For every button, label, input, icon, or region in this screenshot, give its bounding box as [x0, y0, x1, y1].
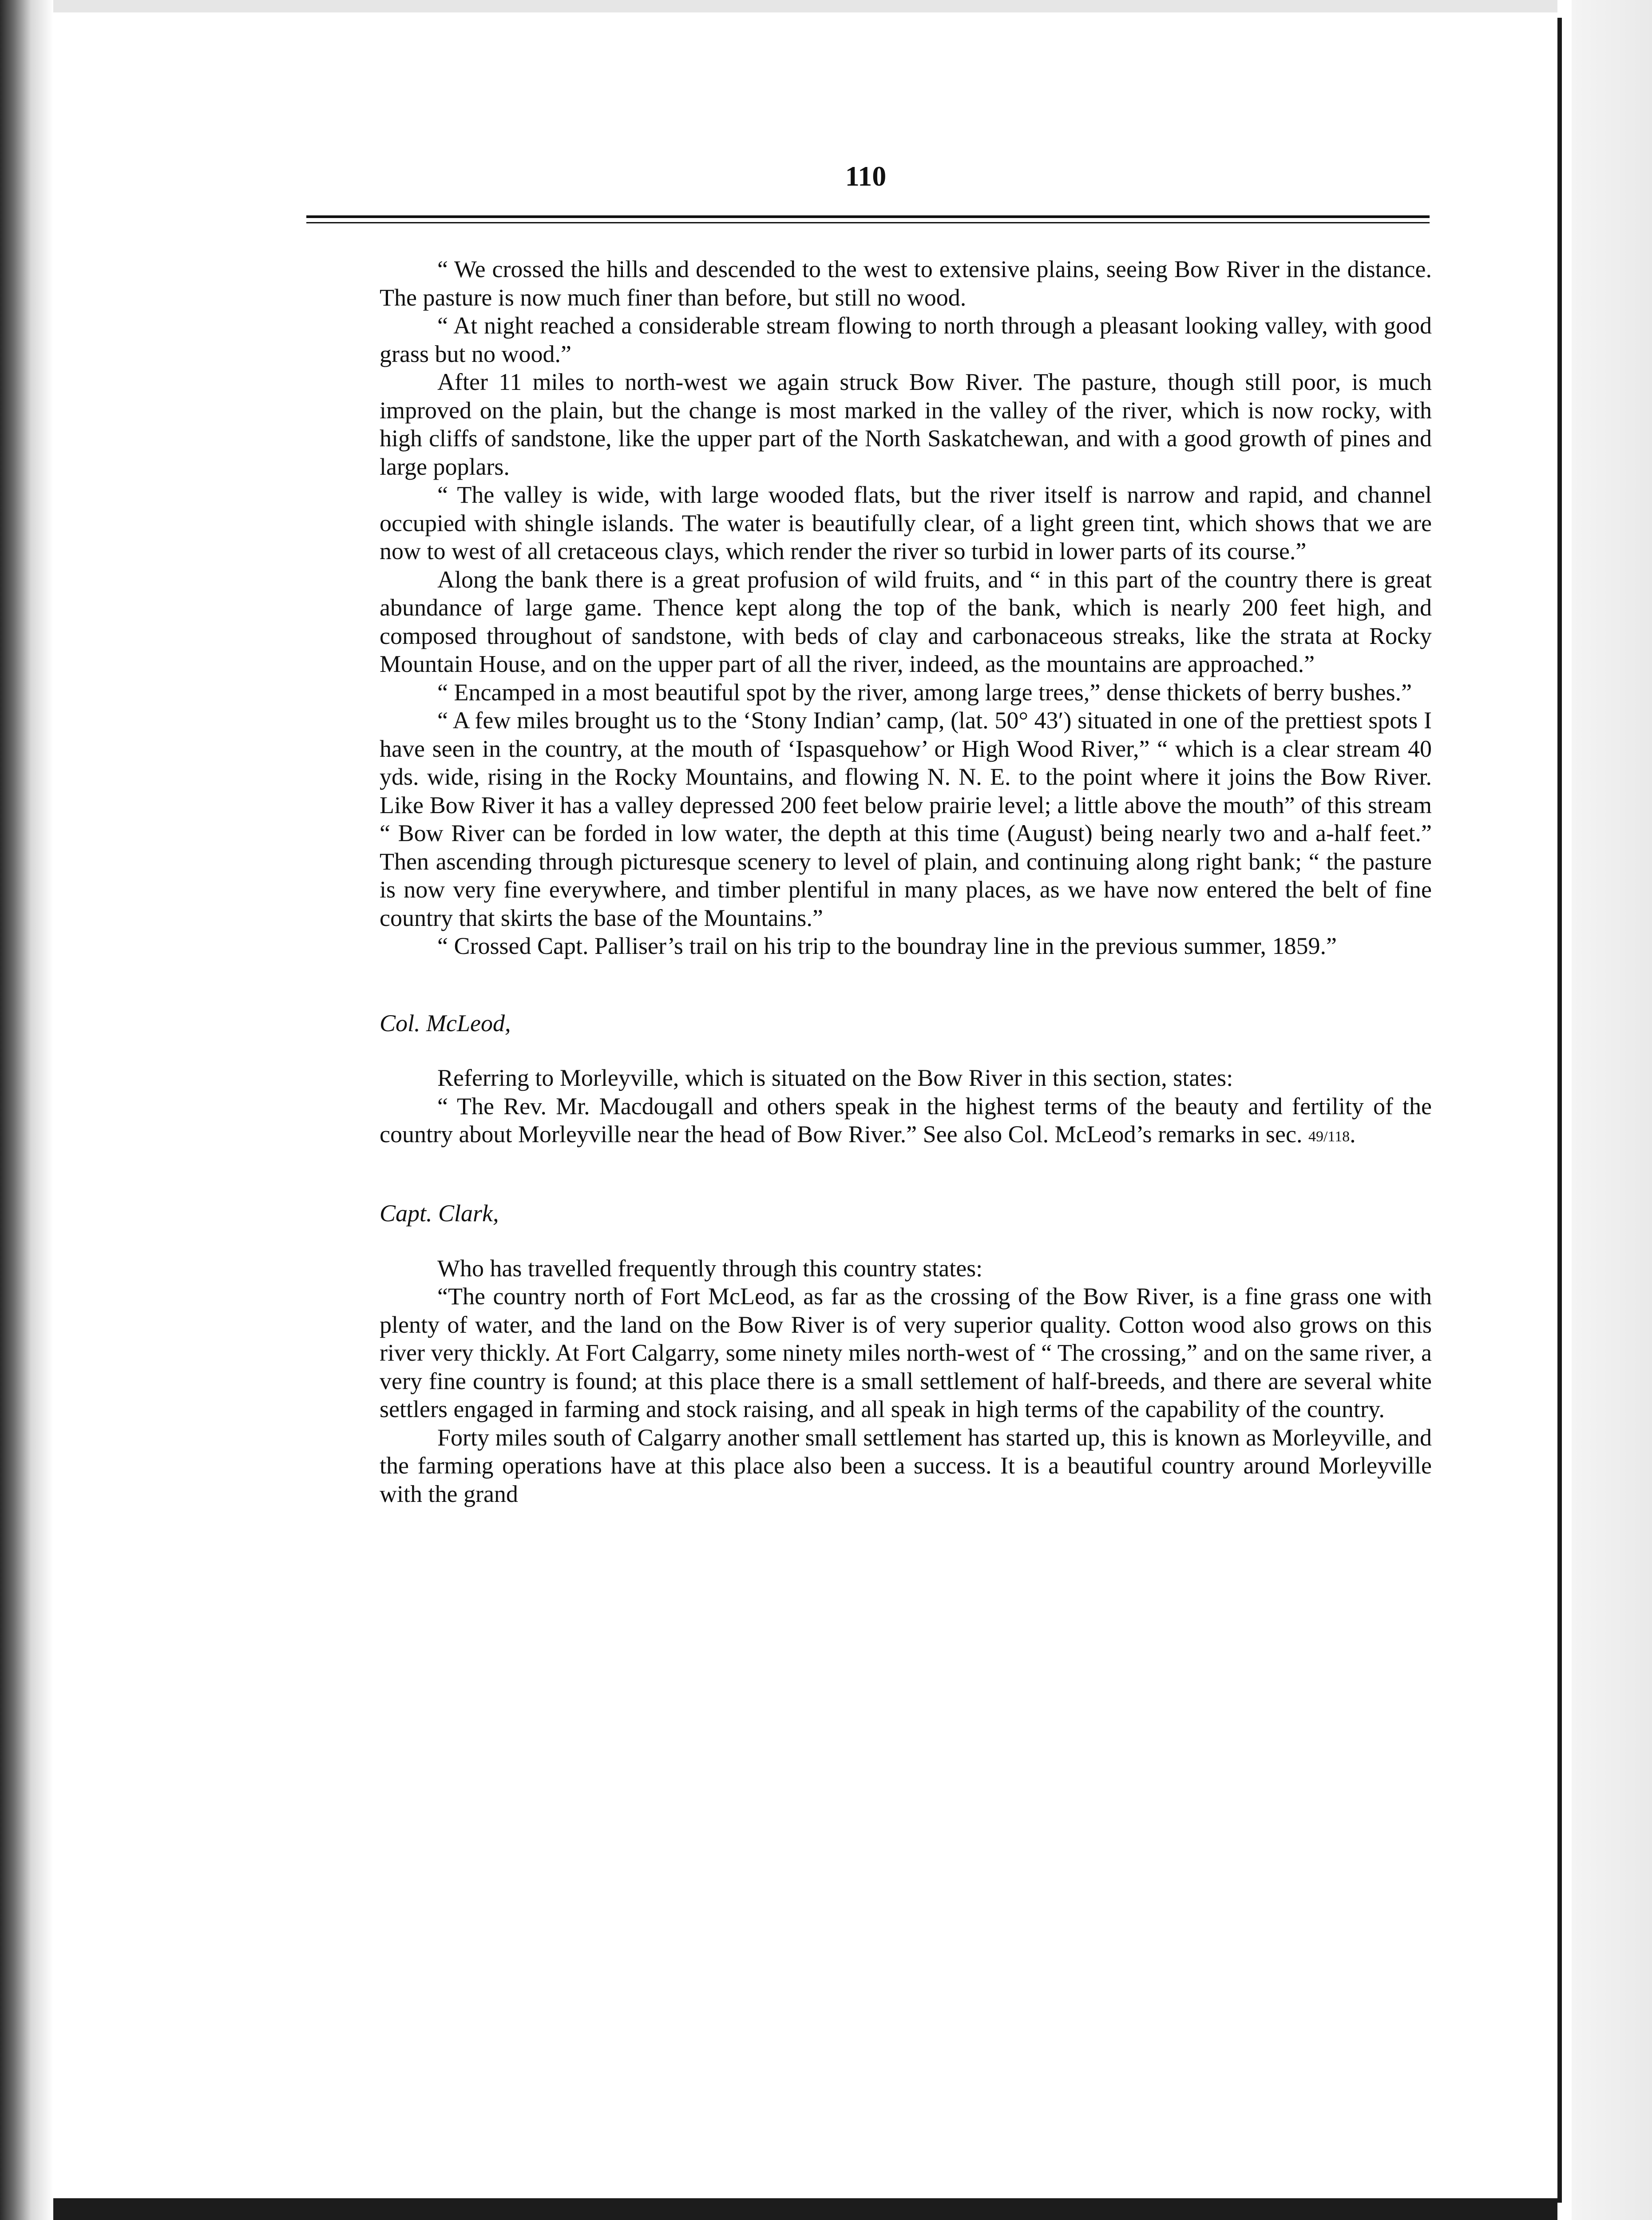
- section-reference: 49/118: [1308, 1128, 1350, 1145]
- paragraph: Referring to Morleyville, which is situated on the Bow River in this section, states:: [437, 1064, 1233, 1091]
- paragraph: “ We crossed the hills and descended to the west to extensive plains, seeing Bow River in the distance. The pasture is now much finer than before, but still no wood.: [380, 256, 1432, 311]
- page-body: [380, 255, 1432, 1508]
- paragraph: “ Encamped in a most beautiful spot by the river, among large trees,” dense thickets of berry bushes.”: [437, 679, 1412, 706]
- scan-top-edge: [53, 0, 1557, 12]
- paragraph: Who has travelled frequently through this country states:: [437, 1255, 983, 1282]
- section-reference-top: 49: [1308, 1128, 1323, 1145]
- paragraph: “ The Rev. Mr. Macdougall and others speak in the highest terms of the beauty and fertility of the country about Morleyville near the head of Bow River.” See also Col. McLeod’s remarks in sec. 49/118.: [380, 1092, 1432, 1148]
- scan-right-border-line: [1557, 18, 1562, 2203]
- paragraph: “ The valley is wide, with large wooded flats, but the river itself is narrow and rapid, and channel occupied with shingle islands. The water is beautifully clear, of a light green tint, which shows that we are now to west of all cretaceous clays, which render the river so turbid in lower parts of its course.”: [380, 481, 1432, 564]
- section-heading-clark: Capt. Clark,: [380, 1200, 499, 1227]
- paragraph: “ At night reached a considerable stream flowing to north through a pleasant looking valley, with good grass but no wood.”: [380, 312, 1432, 367]
- scan-bottom-edge: [53, 2198, 1557, 2220]
- section-reference-bottom: 118: [1327, 1128, 1350, 1145]
- paragraph: “The country north of Fort McLeod, as far as the crossing of the Bow River, is a fine grass one with plenty of water, and the land on the Bow River is of very superior quality. Cotton wood also grows on this river very thickly. At Fort Calgarry, some ninety miles north-west of “ The crossing,” and on the same river, a very fine country is found; at this place there is a small settlement of half-breeds, and there are several white settlers engaged in farming and stock raising, and all speak in high terms of the capability of the country.: [380, 1283, 1432, 1423]
- scan-right-margin: [1572, 0, 1652, 2220]
- paragraph: Forty miles south of Calgarry another small settlement has started up, this is known as Morleyville, and the farming operations have at this place also been a success. It is a beautiful country around Morleyville with the grand: [380, 1424, 1432, 1507]
- scan-left-edge: [0, 0, 53, 2220]
- section-heading-mcleod: Col. McLeod,: [380, 1009, 511, 1037]
- page-number: 110: [845, 160, 887, 192]
- paragraph-text: “ The Rev. Mr. Macdougall and others speak in the highest terms of the beauty and fertility of the country about Morleyville near the head of Bow River.” See also Col. McLeod’s remarks in sec.: [380, 1092, 1432, 1148]
- paragraph: “ A few miles brought us to the ‘Stony Indian’ camp, (lat. 50° 43′) situated in one of the prettiest spots I have seen in the country, at the mouth of ‘Ispasquehow’ or High Wood River,” “ which is a clear stream 40 yds. wide, rising in the Rocky Mountains, and flowing N. N. E. to the point where it joins the Bow River. Like Bow River it has a valley depressed 200 feet below prairie level; a little above the mouth” of this stream “ Bow River can be forded in low water, the depth at this time (August) being nearly two and a-half feet.” Then ascending through picturesque scenery to level of plain, and continuing along right bank; “ the pasture is now very fine everywhere, and timber plentiful in many places, as we have now entered the belt of fine country that skirts the base of the Mountains.”: [380, 707, 1432, 931]
- header-rule-thick: [306, 215, 1430, 218]
- header-rule-thin: [306, 222, 1430, 223]
- paragraph: After 11 miles to north-west we again struck Bow River. The pasture, though still poor, is much improved on the plain, but the change is most marked in the valley of the river, which is now rocky, with high cliffs of sandstone, like the upper part of the North Saskatchewan, and with a good growth of pines and large poplars.: [380, 369, 1432, 480]
- paragraph: “ Crossed Capt. Palliser’s trail on his trip to the boundray line in the previous summer, 1859.”: [437, 933, 1337, 959]
- paragraph: Along the bank there is a great profusion of wild fruits, and “ in this part of the country there is great abundance of large game. Thence kept along the top of the bank, which is nearly 200 feet high, and composed throughout of sandstone, with beds of clay and carbonaceous streaks, like the strata at Rocky Mountain House, and on the upper part of all the river, indeed, as the mountains are approached.”: [380, 566, 1432, 677]
